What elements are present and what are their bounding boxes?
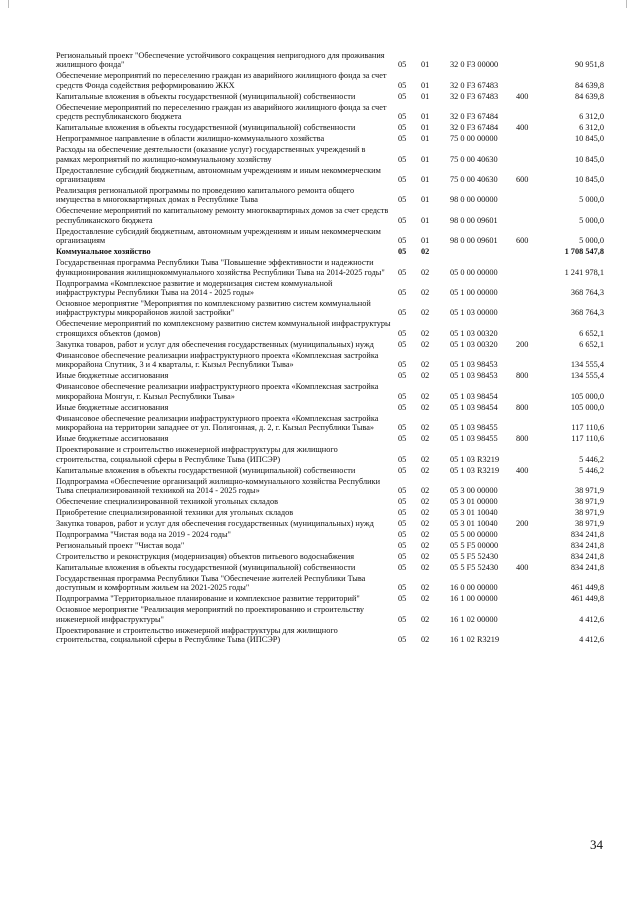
subsection-code: 02 [421, 540, 430, 550]
section-code: 05 [398, 583, 407, 593]
row-name: Расходы на обеспечение деятельности (оказание услуг) государственных учреждений в рамках мероприятий по жилищно-коммунальному хозяйству [56, 145, 366, 164]
subsection-code: 01 [421, 112, 430, 122]
amount: 6 652,1 [579, 339, 604, 349]
subsection-code: 02 [421, 583, 430, 593]
table-row [56, 594, 604, 605]
row-name: Региональный проект "Чистая вода" [56, 540, 185, 550]
section-code: 05 [398, 134, 407, 144]
table-row [56, 508, 604, 519]
target-article-code: 05 3 01 00000 [450, 496, 498, 506]
section-code: 05 [398, 423, 407, 433]
table-row [56, 340, 604, 351]
subsection-code: 01 [421, 60, 430, 70]
table-row [56, 477, 604, 497]
section-code: 05 [398, 371, 407, 381]
table-row [56, 605, 604, 625]
section-code: 05 [398, 562, 407, 572]
amount: 38 971,9 [574, 485, 604, 495]
target-article-code: 32 0 F3 67484 [450, 112, 499, 122]
amount: 6 312,0 [579, 123, 604, 133]
subsection-code: 02 [421, 328, 430, 338]
amount: 84 639,8 [574, 91, 604, 101]
target-article-code: 16 1 02 00000 [450, 614, 498, 624]
amount: 5 000,0 [579, 236, 604, 246]
amount: 5 000,0 [579, 215, 604, 225]
subsection-code: 02 [421, 267, 430, 277]
expense-type-code: 800 [516, 434, 529, 444]
amount: 38 971,9 [574, 507, 604, 517]
amount: 6 312,0 [579, 112, 604, 122]
row-name: Закупка товаров, работ и услуг для обеспечения государственных (муниципальных) нужд [56, 339, 374, 349]
section-code: 05 [398, 267, 407, 277]
target-article-code: 75 0 00 40630 [450, 154, 498, 164]
table-row [56, 71, 604, 91]
target-article-code: 05 1 03 98454 [450, 391, 498, 401]
row-name: Финансовое обеспечение реализации инфраструктурного проекта «Комплексная застройка микрорайона на территории западнее от ул. Полигонная, д. 2, г. Кызыл Республики Тыва» [56, 413, 379, 433]
table-row [56, 134, 604, 145]
row-name: Государственная программа Республики Тыва "Обеспечение жителей Республики Тыва доступным и комфортным жильем на 2021-2025 годы" [56, 573, 366, 593]
subsection-code: 01 [421, 175, 430, 185]
table-row [56, 519, 604, 530]
target-article-code: 32 0 F3 67484 [450, 123, 499, 133]
table-row [56, 51, 604, 71]
expense-type-code: 600 [516, 175, 529, 185]
amount: 368 764,3 [570, 308, 604, 318]
row-name: Приобретение специализированной техники для угольных складов [56, 507, 294, 517]
table-row [56, 258, 604, 278]
row-name: Финансовое обеспечение реализации инфраструктурного проекта «Комплексная застройка микрорайона Спутник, 3 и 4 кварталы, г. Кызыл Республики Тыва» [56, 350, 379, 370]
amount: 117 110,6 [571, 423, 604, 433]
target-article-code: 98 0 00 00000 [450, 195, 498, 205]
expense-type-code: 800 [516, 402, 529, 412]
section-code: 05 [398, 496, 407, 506]
table-row [56, 626, 604, 646]
section-code: 05 [398, 339, 407, 349]
subsection-code: 01 [421, 80, 430, 90]
target-article-code: 32 0 F3 67483 [450, 80, 499, 90]
row-name: Основное мероприятие "Мероприятия по комплексному развитию систем коммунальной инфраструктуры микрорайонов жилой застройки" [56, 299, 371, 318]
target-article-code: 05 5 F5 52430 [450, 551, 499, 561]
target-article-code: 32 0 F3 00000 [450, 60, 499, 70]
row-name: Проектирование и строительство инженерной инфраструктуры для жилищного строительства, социальной сферы в Республике Тыва (ИПСЭР) [56, 445, 338, 464]
scan-edge-mark-left [8, 0, 9, 8]
expense-type-code: 200 [516, 339, 529, 349]
subsection-code: 02 [421, 485, 430, 495]
row-name: Государственная программа Республики Тыва "Повышение эффективности и надежности функционирования жилищнокоммунального хозяйства Республики Тыва на 2014-2025 годы" [56, 258, 385, 277]
amount: 834 241,8 [570, 540, 604, 550]
subsection-code: 02 [421, 434, 430, 444]
table-row [56, 123, 604, 134]
amount: 38 971,9 [574, 496, 604, 506]
amount: 105 000,0 [570, 391, 604, 401]
section-code: 05 [398, 391, 407, 401]
target-article-code: 05 3 01 10040 [450, 507, 498, 517]
table-row [56, 541, 604, 552]
expense-type-code: 600 [516, 236, 529, 246]
table-row [56, 530, 604, 541]
budget-table [56, 51, 604, 646]
section-code: 05 [398, 635, 407, 645]
section-code: 05 [398, 518, 407, 528]
target-article-code: 05 0 00 00000 [450, 267, 498, 277]
row-name: Обеспечение мероприятий по переселению граждан из аварийного жилищного фонда за счет средств Фонда содействия реформированию ЖКХ [56, 71, 387, 90]
page-number: 34 [590, 837, 603, 852]
subsection-code: 02 [421, 614, 430, 624]
expense-type-code: 800 [516, 371, 529, 381]
amount: 834 241,8 [570, 562, 604, 572]
row-name: Подпрограмма "Чистая вода на 2019 - 2024 годы" [56, 529, 231, 539]
table-row [56, 227, 604, 247]
subsection-code: 02 [421, 402, 430, 412]
table-row [56, 299, 604, 319]
amount: 834 241,8 [570, 551, 604, 561]
section-code: 05 [398, 195, 407, 205]
row-name: Капитальные вложения в объекты государственной (муниципальной) собственности [56, 91, 356, 101]
target-article-code: 05 1 03 98453 [450, 371, 498, 381]
table-row [56, 279, 604, 299]
section-code: 05 [398, 540, 407, 550]
expense-type-code: 400 [516, 91, 529, 101]
table-row [56, 552, 604, 563]
target-article-code: 05 5 00 00000 [450, 529, 498, 539]
subsection-code: 02 [421, 247, 430, 257]
section-code: 05 [398, 529, 407, 539]
target-article-code: 16 1 02 R3219 [450, 635, 500, 645]
target-article-code: 16 0 00 00000 [450, 583, 498, 593]
row-name: Обеспечение мероприятий по капитальному ремонту многоквартирных домов за счет средств республиканского бюджета [56, 206, 389, 225]
amount: 461 449,8 [570, 594, 604, 604]
amount: 1 241 978,1 [564, 267, 604, 277]
section-code: 05 [398, 454, 407, 464]
section-code: 05 [398, 308, 407, 318]
amount: 461 449,8 [570, 583, 604, 593]
target-article-code: 75 0 00 00000 [450, 134, 498, 144]
amount: 117 110,6 [571, 434, 604, 444]
table-row [56, 497, 604, 508]
subsection-code: 02 [421, 551, 430, 561]
section-code: 05 [398, 80, 407, 90]
subsection-code: 02 [421, 529, 430, 539]
subsection-code: 02 [421, 594, 430, 604]
amount: 4 412,6 [579, 614, 604, 624]
amount: 1 708 547,8 [564, 247, 604, 257]
subsection-code: 02 [421, 360, 430, 370]
target-article-code: 05 1 00 00000 [450, 288, 498, 298]
row-name: Капитальные вложения в объекты государственной (муниципальной) собственности [56, 465, 356, 475]
row-name: Иные бюджетные ассигнования [56, 402, 169, 412]
row-name: Проектирование и строительство инженерной инфраструктуры для жилищного строительства, социальной сферы в Республике Тыва (ИПСЭР) [56, 625, 338, 645]
amount: 10 845,0 [574, 134, 604, 144]
row-name: Обеспечение мероприятий по комплексному развитию систем коммунальной инфраструктуры строящихся объектов (домов) [56, 319, 391, 338]
section-code: 05 [398, 360, 407, 370]
row-name: Основное мероприятие "Реализация мероприятий по проектированию и строительству инженерной инфраструктуры" [56, 605, 365, 624]
target-article-code: 32 0 F3 67483 [450, 91, 499, 101]
target-article-code: 05 1 03 00320 [450, 339, 498, 349]
table-row [56, 186, 604, 206]
table-row [56, 414, 604, 434]
subsection-code: 02 [421, 507, 430, 517]
amount: 10 845,0 [574, 154, 604, 164]
subsection-code: 02 [421, 391, 430, 401]
row-name: Закупка товаров, работ и услуг для обеспечения государственных (муниципальных) нужд [56, 518, 374, 528]
subsection-code: 02 [421, 339, 430, 349]
amount: 134 555,4 [570, 371, 604, 381]
target-article-code: 98 0 00 09601 [450, 236, 498, 246]
amount: 84 639,8 [574, 80, 604, 90]
target-article-code: 05 1 03 98455 [450, 434, 498, 444]
table-row [56, 574, 604, 594]
section-code: 05 [398, 154, 407, 164]
section-code: 05 [398, 594, 407, 604]
target-article-code: 05 1 03 98454 [450, 402, 498, 412]
row-name: Предоставление субсидий бюджетным, автономным учреждениям и иным некоммерческим организациям [56, 226, 381, 246]
expense-type-code: 400 [516, 123, 529, 133]
subsection-code: 01 [421, 236, 430, 246]
amount: 105 000,0 [570, 402, 604, 412]
subsection-code: 01 [421, 91, 430, 101]
row-name: Подпрограмма "Территориальное планирование и комплексное развитие территорий" [56, 594, 360, 604]
subsection-code: 01 [421, 195, 430, 205]
table-row [56, 371, 604, 382]
target-article-code: 05 1 03 00000 [450, 308, 498, 318]
amount: 134 555,4 [570, 360, 604, 370]
section-code: 05 [398, 485, 407, 495]
target-article-code: 05 1 03 98453 [450, 360, 498, 370]
section-code: 05 [398, 123, 407, 133]
subsection-code: 01 [421, 215, 430, 225]
subsection-code: 01 [421, 154, 430, 164]
section-code: 05 [398, 91, 407, 101]
subsection-code: 02 [421, 518, 430, 528]
section-code: 05 [398, 215, 407, 225]
amount: 5 446,2 [579, 454, 604, 464]
expense-type-code: 400 [516, 465, 529, 475]
table-row [56, 563, 604, 574]
row-name: Реализация региональной программы по проведению капитального ремонта общего имущества в многоквартирных домах в Республике Тыва [56, 186, 355, 205]
amount: 368 764,3 [570, 288, 604, 298]
amount: 10 845,0 [574, 175, 604, 185]
amount: 4 412,6 [579, 635, 604, 645]
amount: 38 971,9 [574, 518, 604, 528]
table-row [56, 103, 604, 123]
target-article-code: 05 1 03 R3219 [450, 454, 500, 464]
row-name: Региональный проект "Обеспечение устойчивого сокращения непригодного для проживания жилищного фонда" [56, 51, 385, 70]
subsection-code: 02 [421, 454, 430, 464]
amount: 90 951,8 [574, 60, 604, 70]
target-article-code: 75 0 00 40630 [450, 175, 498, 185]
target-article-code: 05 1 03 R3219 [450, 465, 500, 475]
row-name: Иные бюджетные ассигнования [56, 434, 169, 444]
section-code: 05 [398, 507, 407, 517]
section-code: 05 [398, 175, 407, 185]
table-row [56, 351, 604, 371]
subsection-code: 02 [421, 562, 430, 572]
row-name: Финансовое обеспечение реализации инфраструктурного проекта «Комплексная застройка микрорайона Монгун, г. Кызыл Республики Тыва» [56, 382, 379, 401]
section-code: 05 [398, 247, 407, 257]
amount: 5 446,2 [579, 465, 604, 475]
target-article-code: 98 0 00 09601 [450, 215, 498, 225]
amount: 834 241,8 [570, 529, 604, 539]
target-article-code: 16 1 00 00000 [450, 594, 498, 604]
section-code: 05 [398, 112, 407, 122]
row-name: Капитальные вложения в объекты государственной (муниципальной) собственности [56, 123, 356, 133]
table-row [56, 403, 604, 414]
section-code: 05 [398, 236, 407, 246]
row-name: Коммунальное хозяйство [56, 247, 151, 257]
amount: 6 652,1 [579, 328, 604, 338]
section-code: 05 [398, 434, 407, 444]
table-row [56, 247, 604, 258]
section-code: 05 [398, 402, 407, 412]
expense-type-code: 200 [516, 518, 529, 528]
subsection-code: 02 [421, 288, 430, 298]
amount: 5 000,0 [579, 195, 604, 205]
target-article-code: 05 5 F5 00000 [450, 540, 499, 550]
row-name: Предоставление субсидий бюджетным, автономным учреждениям и иным некоммерческим организациям [56, 165, 381, 185]
expense-type-code: 400 [516, 562, 529, 572]
subsection-code: 02 [421, 465, 430, 475]
row-name: Обеспечение специализированной техникой угольных складов [56, 496, 279, 506]
row-name: Обеспечение мероприятий по переселению граждан из аварийного жилищного фонда за счет средств республиканского бюджета [56, 102, 387, 122]
table-row [56, 466, 604, 477]
table-row [56, 382, 604, 402]
row-name: Капитальные вложения в объекты государственной (муниципальной) собственности [56, 562, 356, 572]
section-code: 05 [398, 328, 407, 338]
row-name: Подпрограмма «Комплексное развитие и модернизация систем коммунальной инфраструктуры Республики Тыва на 2014 - 2025 годы» [56, 278, 333, 298]
row-name: Иные бюджетные ассигнования [56, 371, 169, 381]
row-name: Подпрограмма «Обеспечение организаций жилищно-коммунального хозяйства Республики Тыва специализированной техникой на 2014 - 2025 годы» [56, 476, 381, 495]
subsection-code: 02 [421, 371, 430, 381]
table-row [56, 206, 604, 226]
scan-edge-mark-right [626, 0, 627, 8]
target-article-code: 05 3 01 10040 [450, 518, 498, 528]
row-name: Строительство и реконструкция (модернизация) объектов питьевого водоснабжения [56, 551, 355, 561]
target-article-code: 05 5 F5 52430 [450, 562, 499, 572]
table-row [56, 434, 604, 445]
subsection-code: 02 [421, 496, 430, 506]
section-code: 05 [398, 288, 407, 298]
subsection-code: 02 [421, 635, 430, 645]
table-row [56, 145, 604, 165]
subsection-code: 01 [421, 134, 430, 144]
table-row [56, 445, 604, 465]
section-code: 05 [398, 60, 407, 70]
table-row [56, 166, 604, 186]
subsection-code: 02 [421, 423, 430, 433]
section-code: 05 [398, 614, 407, 624]
section-code: 05 [398, 551, 407, 561]
target-article-code: 05 3 00 00000 [450, 485, 498, 495]
section-code: 05 [398, 465, 407, 475]
subsection-code: 02 [421, 308, 430, 318]
row-name: Непрограммное направление в области жилищно-коммунального хозяйства [56, 134, 325, 144]
target-article-code: 05 1 03 98455 [450, 423, 498, 433]
table-row [56, 319, 604, 339]
subsection-code: 01 [421, 123, 430, 133]
target-article-code: 05 1 03 00320 [450, 328, 498, 338]
table-row [56, 92, 604, 103]
